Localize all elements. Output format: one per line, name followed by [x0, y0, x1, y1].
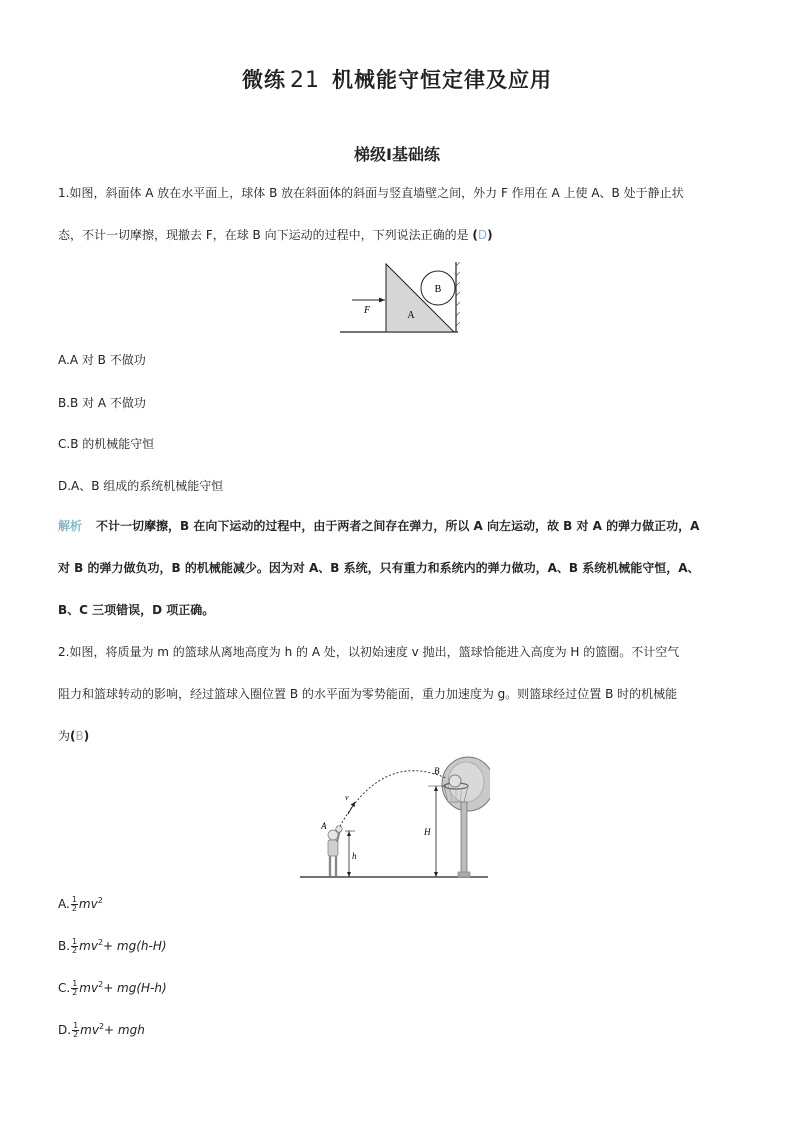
q2-trajectory: [338, 771, 446, 830]
q1-option-c: C.B 的机械能守恒: [58, 437, 155, 451]
q2-answer-bracket: (B): [70, 729, 90, 743]
q2-stem-line3: [58, 727, 748, 745]
q1-label-b: B: [434, 284, 442, 295]
page-title: [0, 64, 794, 94]
analysis-label: 解析: [58, 519, 83, 533]
q1-stem-line1: 1.如图，斜面体 A 放在水平面上，球体 B 放在斜面体的斜面与竖直墙壁之间，外力 F 作用在 A 上使 A、B 处于静止状: [58, 186, 684, 200]
fraction: $\frac{1}{2}$: [72, 979, 78, 997]
q2-label-a: A: [321, 821, 327, 831]
q2-option-b: B. $\frac{1}{2}$ $mv^2+ mg(h-H)$: [58, 937, 167, 955]
q2-figure: [300, 752, 490, 882]
q1-analysis-line2: 对 B 的弹力做负功，B 的机械能减少。因为对 A、B 系统，只有重力和系统内的弹力做功，A、B 系统机械能守恒，A、: [58, 561, 700, 575]
title-prefix: 微练: [242, 68, 286, 92]
q2-option-c: C. $\frac{1}{2}$ $mv^2+ mg(H-h)$: [58, 979, 167, 997]
title-text: 机械能守恒定律及应用: [332, 68, 552, 92]
q2-label-H: H: [424, 827, 431, 837]
q2-ball-at-hoop: [449, 775, 461, 787]
q1-figure: [340, 262, 460, 338]
q1-answer: D: [477, 228, 488, 242]
q1-option-a: A.A 对 B 不做功: [58, 353, 146, 367]
q1-analysis-text1: 不计一切摩擦，B 在向下运动的过程中，由于两者之间存在弹力，所以 A 向左运动，故 B 对 A 的弹力做正功，A: [96, 519, 700, 533]
q1-stem-line2: [58, 226, 748, 244]
section-subtitle: 梯级Ⅰ基础练: [354, 145, 440, 164]
q2-label-v: v: [345, 793, 349, 802]
q1-label-f: F: [363, 305, 371, 316]
q2-stem-line1: 2.如图，将质量为 m 的篮球从离地高度为 h 的 A 处，以初始速度 v 抛出，篮球恰能进入高度为 H 的篮圈。不计空气: [58, 645, 680, 659]
q2-stem-line2: 阻力和篮球转动的影响，经过篮球入圈位置 B 的水平面为零势能面，重力加速度为 g。则篮球经过位置 B 时的机械能: [58, 687, 678, 701]
q1-analysis-line3: B、C 三项错误，D 项正确。: [58, 603, 215, 617]
q1-analysis-line1: [58, 517, 748, 535]
q2-label-b: B: [434, 766, 440, 776]
fraction: $\frac{1}{2}$: [72, 937, 78, 955]
q2-pole: [461, 802, 467, 876]
q1-label-a: A: [407, 310, 415, 321]
q2-answer: B: [75, 729, 84, 743]
q2-option-a: A. $\frac{1}{2}$ $mv^2$: [58, 895, 103, 913]
title-number: 21: [290, 68, 320, 93]
q1-option-b: B.B 对 A 不做功: [58, 396, 146, 410]
q2-player-body: [328, 840, 338, 856]
q1-stem-text: 态，不计一切摩擦，现撤去 F，在球 B 向下运动的过程中，下列说法正确的是: [58, 228, 469, 242]
q2-label-h: h: [352, 851, 357, 861]
q2-stem-text: 为: [58, 729, 71, 743]
fraction: $\frac{1}{2}$: [71, 895, 77, 913]
q1-option-d: D.A、B 组成的系统机械能守恒: [58, 479, 224, 493]
fraction: $\frac{1}{2}$: [73, 1021, 79, 1039]
q2-option-d: D. $\frac{1}{2}$ $mv^2+$ mgh: [58, 1021, 145, 1039]
q1-answer-bracket: (D): [472, 228, 493, 242]
